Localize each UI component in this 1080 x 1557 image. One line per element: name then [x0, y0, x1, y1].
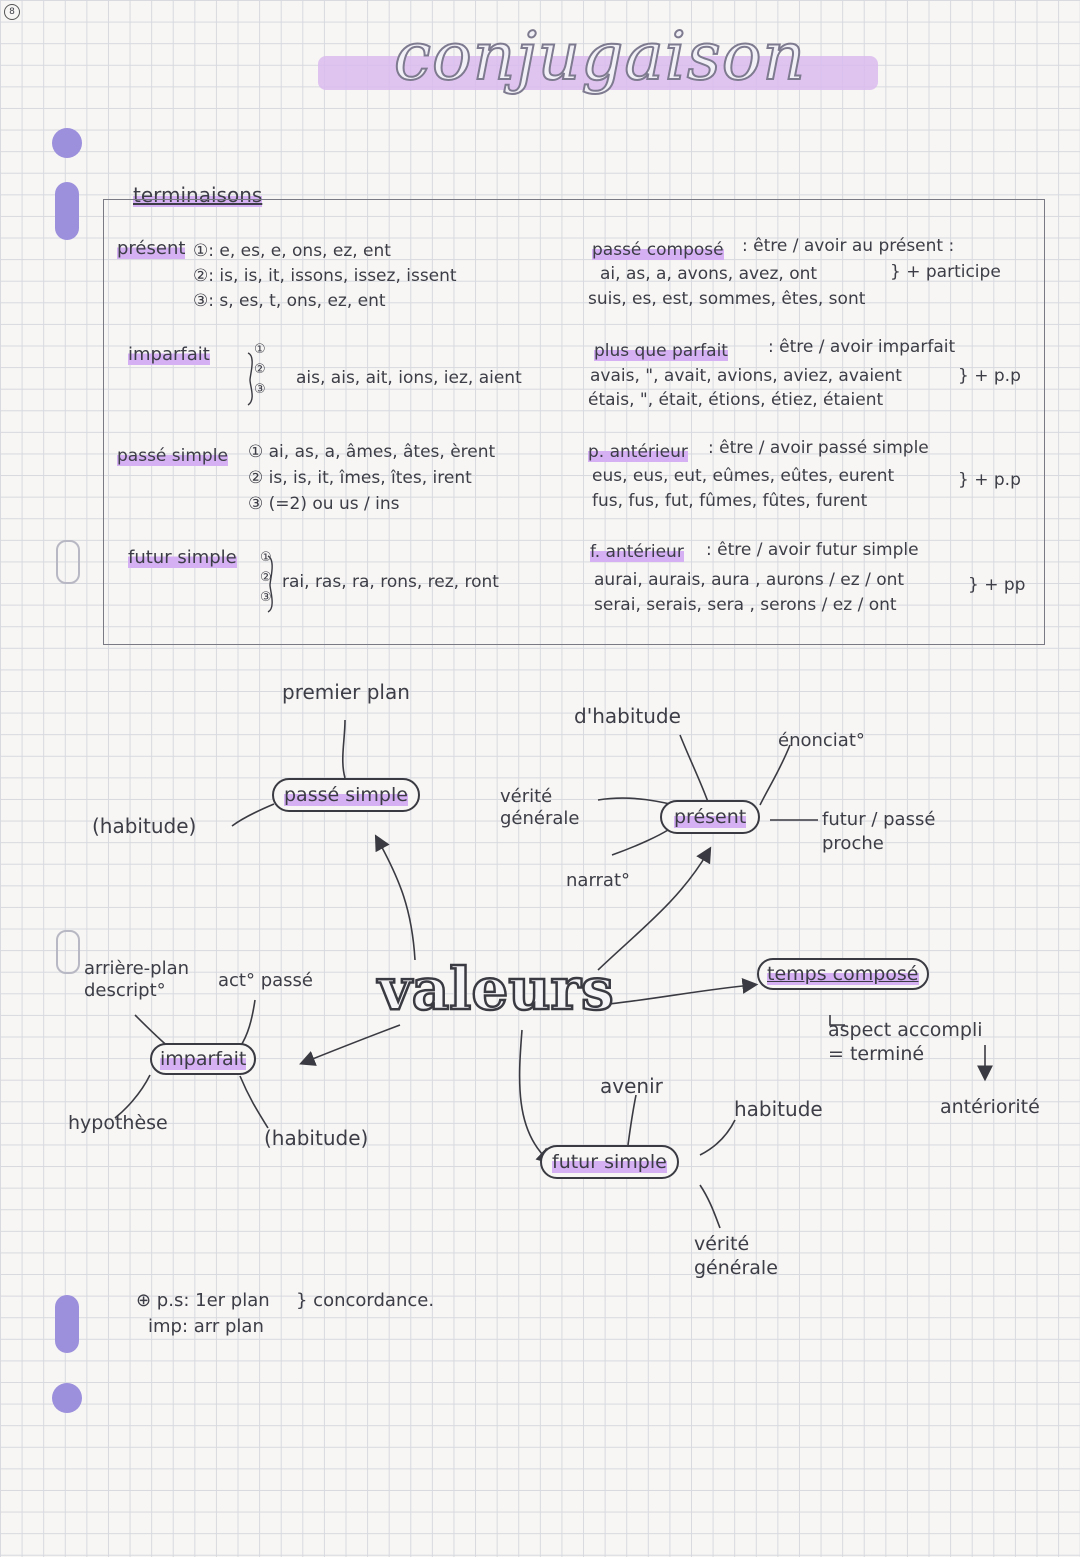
plus-que-parfait-avoir: avais, ", avait, avions, aviez, avaient	[590, 366, 902, 386]
page-title: conjugaison	[394, 18, 806, 95]
node-present-label: présent	[674, 806, 747, 828]
label-futur-simple: futur simple	[128, 547, 237, 568]
passe-simple-endings-1: ① ai, as, a, âmes, âtes, èrent	[248, 442, 496, 462]
label-verite-generale: vérité générale	[500, 786, 580, 829]
label-hypothese: hypothèse	[68, 1112, 168, 1134]
node-present	[660, 800, 760, 834]
label-premier-plan: premier plan	[282, 680, 410, 704]
label-habitude-left: (habitude)	[92, 814, 197, 838]
label-habitude-bottom: (habitude)	[264, 1126, 369, 1150]
passe-anterieur-avoir: eus, eus, eut, eûmes, eûtes, eurent	[592, 466, 895, 486]
passe-compose-etre: suis, es, est, sommes, êtes, sont	[588, 289, 866, 309]
futur-anterieur-etre: serai, serais, sera , serons / ez / ont	[594, 595, 897, 615]
label-narration: narrat°	[566, 870, 631, 891]
label-present: présent	[117, 238, 186, 259]
mindmap-center: valeurs	[378, 955, 614, 1023]
futur-groups: ① ② ③	[260, 550, 272, 605]
futur-endings: rai, ras, ra, rons, rez, ront	[282, 572, 499, 592]
concordance-line-1: ⊕ p.s: 1er plan	[136, 1290, 270, 1311]
passe-anterieur-rule: : être / avoir passé simple	[708, 438, 929, 458]
passe-anterieur-etre: fus, fus, fut, fûmes, fûtes, furent	[592, 491, 868, 511]
label-passe-compose: passé composé	[592, 240, 724, 260]
passe-compose-avoir: ai, as, a, avons, avez, ont	[600, 264, 818, 284]
node-temps-compose	[757, 958, 929, 990]
node-temps-compose-label: temps composé	[767, 963, 919, 985]
label-anteriorite: antériorité	[940, 1096, 1040, 1118]
imparfait-endings: ais, ais, ait, ions, iez, aient	[296, 368, 522, 388]
passe-simple-endings-2: ② is, is, it, îmes, îtes, irent	[248, 468, 472, 488]
label-imparfait: imparfait	[128, 344, 210, 365]
plus-que-parfait-rule: : être / avoir imparfait	[768, 337, 956, 357]
node-imparfait-label: imparfait	[160, 1048, 247, 1070]
futur-anterieur-pp: } + pp	[968, 575, 1026, 595]
imparfait-groups: ① ② ③	[254, 342, 266, 397]
futur-anterieur-avoir: aurai, aurais, aura , aurons / ez / ont	[594, 570, 905, 590]
node-passe-simple-label: passé simple	[284, 784, 408, 806]
label-aspect-accompli: aspect accompli = terminé	[828, 1019, 983, 1065]
page-number: 8	[4, 4, 20, 20]
label-arriere-plan: arrière-plan descript°	[84, 958, 190, 1001]
section-label-terminaisons: terminaisons	[133, 183, 263, 207]
concordance-line-2: imp: arr plan	[148, 1316, 264, 1337]
plus-que-parfait-pp: } + p.p	[958, 366, 1021, 386]
label-avenir: avenir	[600, 1074, 663, 1098]
passe-anterieur-pp: } + p.p	[958, 470, 1021, 490]
present-endings-2: ②: is, is, it, issons, issez, issent	[193, 266, 457, 286]
concordance-label: } concordance.	[296, 1290, 435, 1311]
label-verite-generale-2: vérité générale	[694, 1233, 778, 1279]
node-futur-simple-label: futur simple	[552, 1151, 667, 1173]
node-passe-simple	[272, 778, 420, 812]
passe-compose-participe: } + participe	[890, 262, 1001, 282]
label-plus-que-parfait: plus que parfait	[594, 341, 728, 361]
plus-que-parfait-etre: étais, ", était, étions, étiez, étaient	[588, 390, 884, 410]
label-d-habitude: d'habitude	[574, 704, 681, 728]
node-imparfait	[150, 1043, 256, 1075]
label-passe-simple: passé simple	[117, 446, 228, 466]
present-endings-1: ①: e, es, e, ons, ez, ent	[193, 241, 391, 261]
label-futur-passe-proche: futur / passé proche	[822, 809, 936, 854]
present-endings-3: ③: s, es, t, ons, ez, ent	[193, 291, 386, 311]
label-futur-anterieur: f. antérieur	[590, 542, 684, 562]
label-habitude-right: habitude	[734, 1097, 823, 1121]
label-enonciation: énonciat°	[778, 730, 865, 751]
passe-compose-rule: : être / avoir au présent :	[742, 236, 955, 256]
label-action-passee: act° passé	[218, 970, 313, 991]
label-passe-anterieur: p. antérieur	[588, 442, 688, 462]
futur-anterieur-rule: : être / avoir futur simple	[706, 540, 919, 560]
node-futur-simple	[540, 1145, 679, 1179]
passe-simple-endings-3: ③ (=2) ou us / ins	[248, 494, 400, 514]
